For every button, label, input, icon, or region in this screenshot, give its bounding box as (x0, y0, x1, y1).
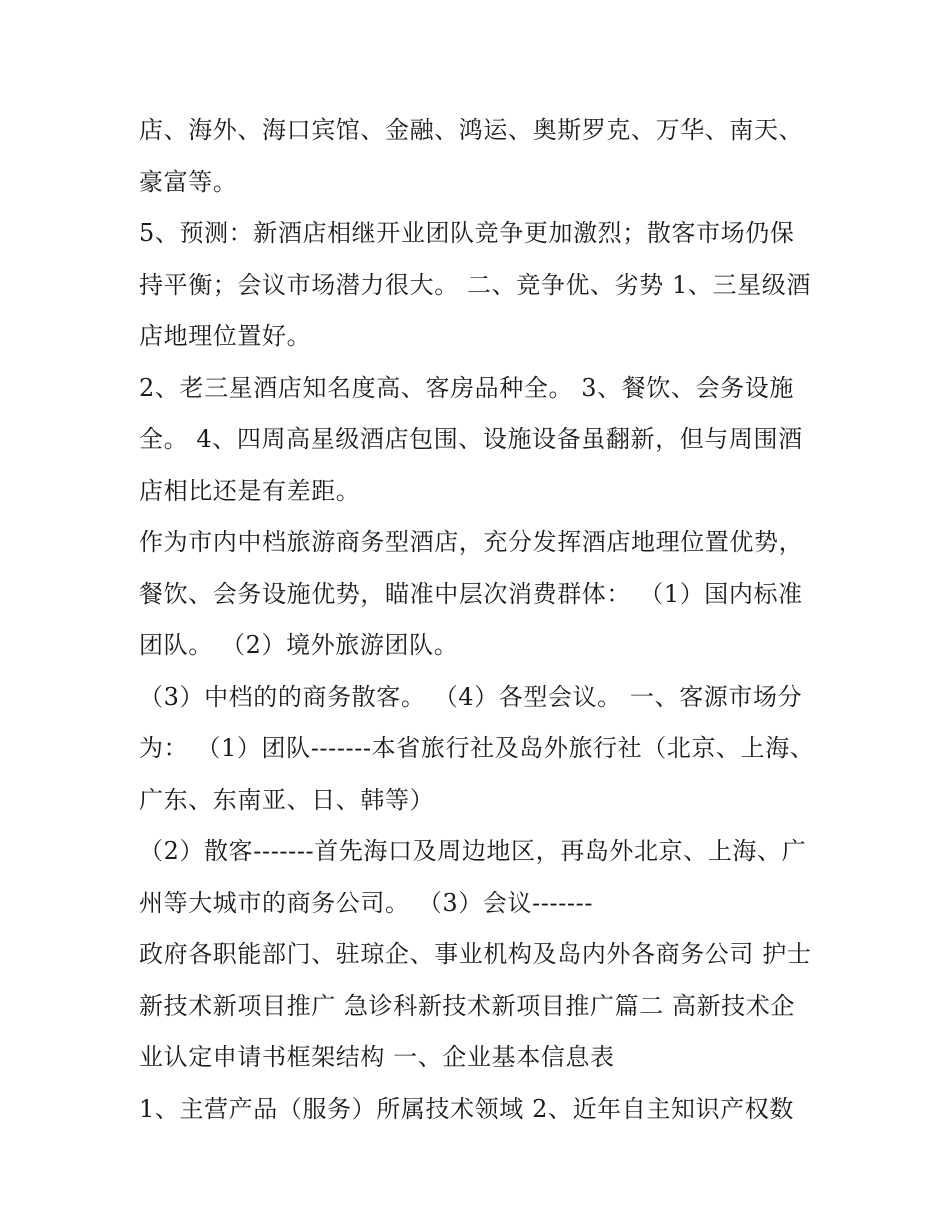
paragraph-customer-segments: （3）中档的的商务散客。 （4）各型会议。 一、客源市场分为： （1）团队-------本省旅行社及岛外旅行社（北京、上海、广东、东南亚、日、韩等） (139, 682, 815, 814)
document-body (139, 105, 819, 1135)
paragraph-positioning: 作为市内中档旅游商务型酒店，充分发挥酒店地理位置优势，餐饮、会务设施优势，瞄准中层次消费群体： （1）国内标准团队。 （2）境外旅游团队。 (139, 528, 804, 659)
paragraph-advantages: 2、老三星酒店知名度高、客房品种全。 3、餐饮、会务设施全。 4、四周高星级酒店包围、设施设备虽翻新，但与周围酒店相比还是有差距。 (139, 373, 803, 505)
paragraph-tech-field: 1、主营产品（服务）所属技术领域 2、近年自主知识产权数 (139, 1094, 794, 1123)
paragraph-conference-clients: 政府各职能部门、驻琼企、事业机构及岛内外各商务公司 护士新技术新项目推广 急诊科新技术新项目推广篇二 高新技术企业认定申请书框架结构 一、企业基本信息表 (139, 940, 812, 1071)
paragraph-individual-guests: （2）散客-------首先海口及周边地区，再岛外北京、上海、广州等大城市的商务公司。 （3）会议------- (139, 837, 807, 917)
paragraph-forecast: 5、预测：新酒店相继开业团队竞争更加激烈；散客市场仍保持平衡；会议市场潜力很大。 二、竞争优、劣势 1、三星级酒店地理位置好。 (139, 219, 811, 350)
paragraph-hotel-list: 店、海外、海口宾馆、金融、鸿运、奥斯罗克、万华、南天、豪富等。 (139, 116, 804, 196)
